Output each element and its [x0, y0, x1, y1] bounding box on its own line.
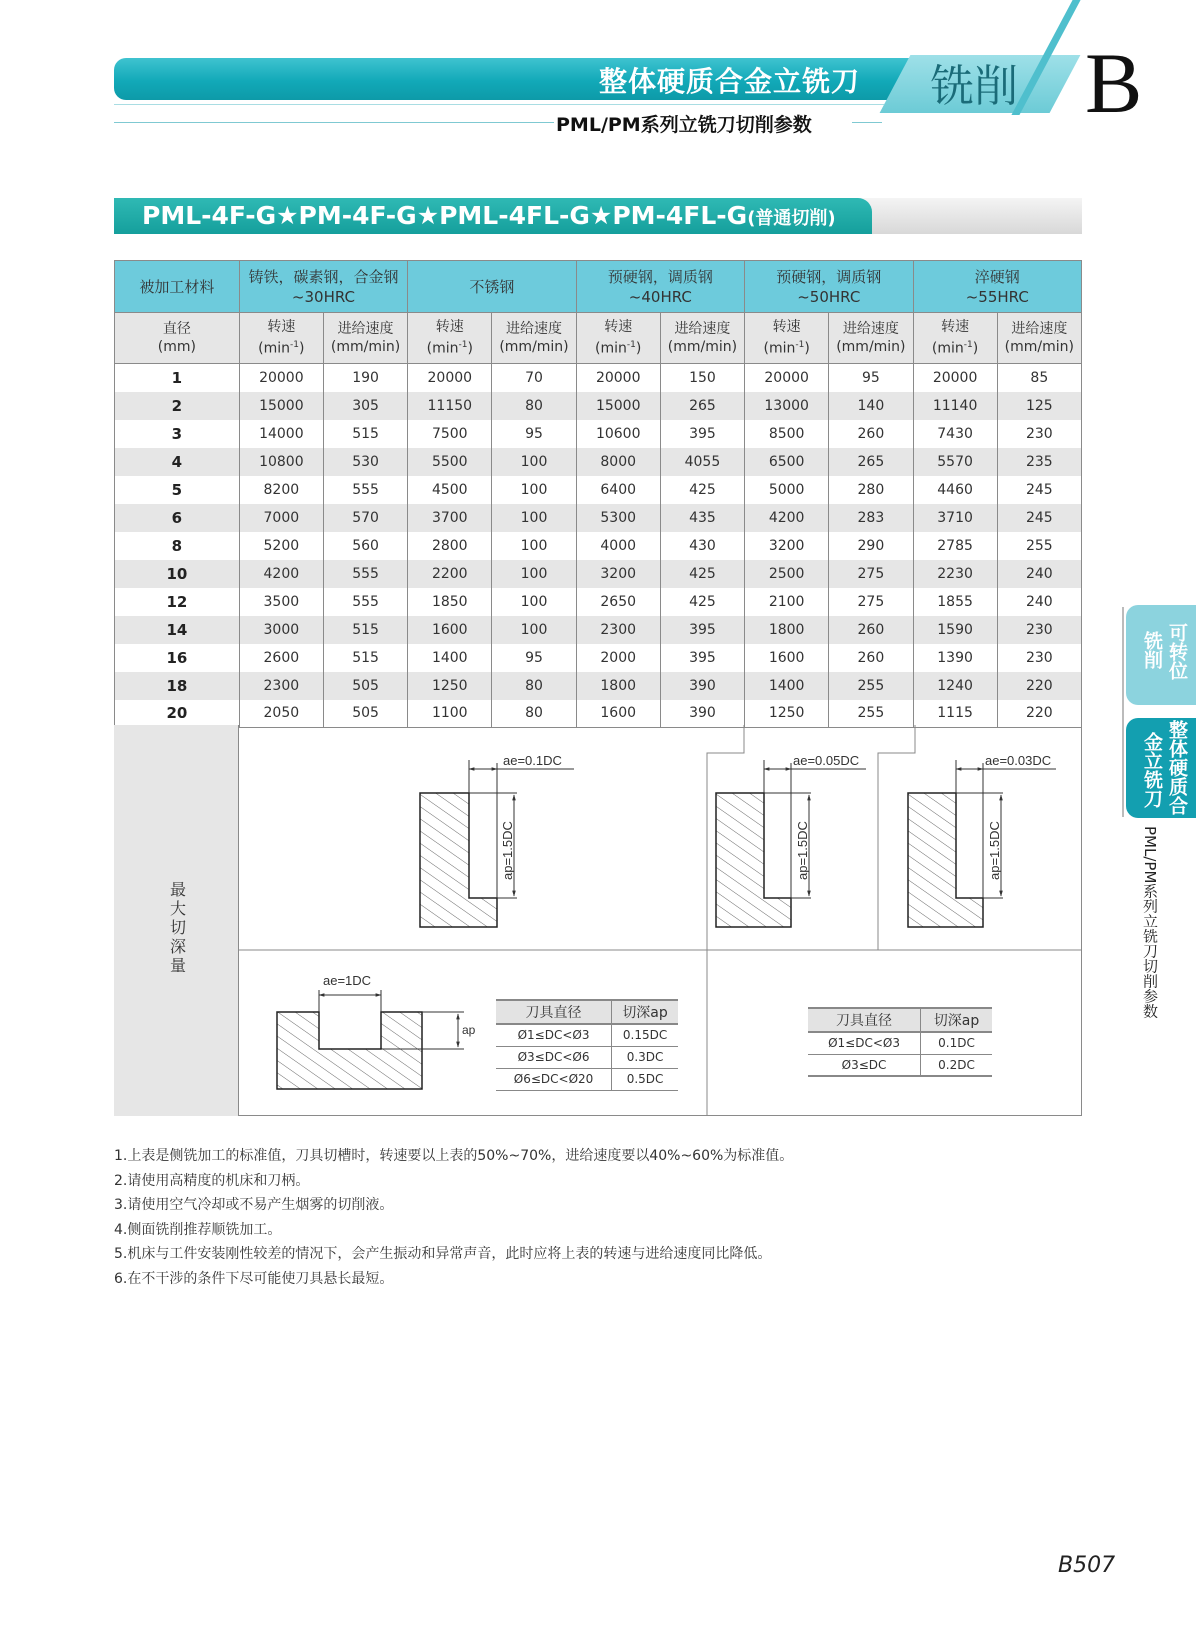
speed-cell: 3500 [239, 588, 323, 616]
material-col: 铸铁，碳素钢，合金钢 ~30HRC [239, 261, 407, 313]
side-tab-solid-carbide-endmill[interactable]: 整体硬质合 金立铣刀 [1126, 718, 1196, 818]
feed-header: 进给速度 (mm/min) [492, 313, 576, 364]
speed-cell: 1590 [913, 616, 997, 644]
notes-list [114, 1144, 793, 1291]
feed-cell: 425 [660, 588, 744, 616]
feed-cell: 80 [492, 700, 576, 728]
speed-cell: 15000 [576, 392, 660, 420]
feed-cell: 515 [323, 616, 407, 644]
feed-cell: 505 [323, 700, 407, 728]
page-number: B507 [1058, 1553, 1116, 1578]
material-col: 预硬钢，调质钢 ~40HRC [576, 261, 744, 313]
speed-cell: 1390 [913, 644, 997, 672]
diameter-cell: 8 [115, 532, 240, 560]
page-title: 整体硬质合金立铣刀 [598, 65, 860, 98]
feed-cell: 230 [997, 420, 1081, 448]
speed-cell: 11140 [913, 392, 997, 420]
feed-cell: 220 [997, 700, 1081, 728]
svg-text:ae=0.03DC: ae=0.03DC [985, 753, 1052, 768]
feed-cell: 395 [660, 616, 744, 644]
diameter-cell: 18 [115, 672, 240, 700]
feed-cell: 240 [997, 560, 1081, 588]
speed-header: 转速 $(\min^{-1})$ [576, 313, 660, 364]
side-tab-indexable-milling[interactable]: 可转位 铣削 [1126, 605, 1196, 705]
feed-cell: 395 [660, 644, 744, 672]
feed-cell: 515 [323, 420, 407, 448]
speed-cell: 8000 [576, 448, 660, 476]
cutting-mode: (普通切削) [747, 208, 836, 229]
speed-cell: 1400 [408, 644, 492, 672]
feed-cell: 555 [323, 560, 407, 588]
speed-cell: 4200 [745, 504, 829, 532]
feed-cell: 100 [492, 616, 576, 644]
feed-cell: 230 [997, 644, 1081, 672]
side-milling-diagram-3 [908, 753, 1056, 927]
feed-cell: 220 [997, 672, 1081, 700]
speed-cell: 7430 [913, 420, 997, 448]
diameter-cell: 1 [115, 364, 240, 392]
speed-cell: 3700 [408, 504, 492, 532]
note-item: 6.在不干涉的条件下尽可能使刀具悬长最短。 [114, 1270, 394, 1287]
svg-text:ae=0.1DC: ae=0.1DC [503, 753, 562, 768]
feed-cell: 255 [829, 700, 913, 728]
note-item: 1.上表是侧铣加工的标准值，刀具切槽时，转速要以上表的50%~70%，进给速度要以40%~60%为标准值。 [114, 1148, 794, 1164]
feed-header: 进给速度 (mm/min) [829, 313, 913, 364]
speed-cell: 8200 [239, 476, 323, 504]
svg-text:ap=1.5DC: ap=1.5DC [795, 821, 810, 880]
speed-cell: 6500 [745, 448, 829, 476]
feed-cell: 395 [660, 420, 744, 448]
note-item: 5.机床与工件安装刚性较差的情况下，会产生振动和异常声音，此时应将上表的转速与进给速度同比降低。 [114, 1246, 772, 1262]
speed-cell: 2800 [408, 532, 492, 560]
speed-cell: 2200 [408, 560, 492, 588]
feed-cell: 290 [829, 532, 913, 560]
feed-cell: 390 [660, 672, 744, 700]
chapter-letter: B [1085, 35, 1143, 131]
feed-cell: 100 [492, 532, 576, 560]
feed-cell: 95 [829, 364, 913, 392]
svg-text:ae=1DC: ae=1DC [323, 973, 372, 988]
speed-cell: 4000 [576, 532, 660, 560]
feed-cell: 190 [323, 364, 407, 392]
speed-cell: 5200 [239, 532, 323, 560]
feed-cell: 260 [829, 420, 913, 448]
feed-header: 进给速度 (mm/min) [323, 313, 407, 364]
feed-cell: 283 [829, 504, 913, 532]
speed-cell: 4200 [239, 560, 323, 588]
speed-cell: 1800 [576, 672, 660, 700]
speed-cell: 3000 [239, 616, 323, 644]
feed-cell: 240 [997, 588, 1081, 616]
feed-cell: 265 [660, 392, 744, 420]
speed-cell: 6400 [576, 476, 660, 504]
speed-cell: 2500 [745, 560, 829, 588]
diameter-cell: 2 [115, 392, 240, 420]
material-header: 被加工材料 [115, 261, 240, 313]
note-item: 2.请使用高精度的机床和刀柄。 [114, 1172, 310, 1189]
page-subtitle: PML/PM系列立铣刀切削参数 [556, 114, 812, 136]
speed-cell: 2100 [745, 588, 829, 616]
feed-cell: 4055 [660, 448, 744, 476]
feed-cell: 85 [997, 364, 1081, 392]
speed-cell: 4460 [913, 476, 997, 504]
speed-cell: 1240 [913, 672, 997, 700]
side-caption: PML/PM系列立铣刀切削参数 [1141, 826, 1159, 1019]
slot-depth-table-right: 刀具直径 切深ap Ø1≤DC<Ø3 0.1DC Ø3≤DC 0.2DC [808, 1007, 992, 1077]
feed-cell: 100 [492, 476, 576, 504]
slot-depth-table-left: 刀具直径 切深ap Ø1≤DC<Ø3 0.15DC Ø3≤DC<Ø6 0.3DC Ø6≤DC<Ø20 0.5DC [496, 999, 678, 1091]
svg-text:ap=1.5DC: ap=1.5DC [987, 821, 1002, 880]
feed-cell: 280 [829, 476, 913, 504]
diameter-cell: 4 [115, 448, 240, 476]
speed-cell: 5500 [408, 448, 492, 476]
speed-cell: 1250 [745, 700, 829, 728]
feed-cell: 100 [492, 588, 576, 616]
feed-cell: 425 [660, 560, 744, 588]
feed-cell: 260 [829, 616, 913, 644]
speed-cell: 14000 [239, 420, 323, 448]
feed-header: 进给速度 (mm/min) [997, 313, 1081, 364]
feed-cell: 140 [829, 392, 913, 420]
speed-cell: 7500 [408, 420, 492, 448]
feed-cell: 235 [997, 448, 1081, 476]
feed-cell: 560 [323, 532, 407, 560]
speed-cell: 20000 [239, 364, 323, 392]
feed-cell: 100 [492, 504, 576, 532]
speed-cell: 1600 [745, 644, 829, 672]
feed-cell: 390 [660, 700, 744, 728]
side-tab-rail [1122, 607, 1124, 817]
speed-cell: 20000 [913, 364, 997, 392]
feed-cell: 70 [492, 364, 576, 392]
feed-cell: 80 [492, 672, 576, 700]
svg-text:ae=0.05DC: ae=0.05DC [793, 753, 860, 768]
speed-cell: 4500 [408, 476, 492, 504]
speed-cell: 2650 [576, 588, 660, 616]
speed-cell: 2000 [576, 644, 660, 672]
material-col: 不锈钢 [408, 261, 576, 313]
speed-cell: 1100 [408, 700, 492, 728]
speed-cell: 3200 [576, 560, 660, 588]
note-item: 4.侧面铣削推荐顺铣加工。 [114, 1221, 282, 1238]
feed-cell: 555 [323, 476, 407, 504]
speed-cell: 15000 [239, 392, 323, 420]
diameter-cell: 3 [115, 420, 240, 448]
speed-cell: 20000 [408, 364, 492, 392]
speed-cell: 1400 [745, 672, 829, 700]
speed-cell: 1800 [745, 616, 829, 644]
speed-header: 转速 $(\min^{-1})$ [913, 313, 997, 364]
speed-cell: 20000 [745, 364, 829, 392]
feed-cell: 530 [323, 448, 407, 476]
feed-cell: 150 [660, 364, 744, 392]
speed-cell: 3710 [913, 504, 997, 532]
feed-cell: 95 [492, 644, 576, 672]
diameter-cell: 20 [115, 700, 240, 728]
feed-cell: 245 [997, 504, 1081, 532]
speed-cell: 2300 [576, 616, 660, 644]
diameter-cell: 14 [115, 616, 240, 644]
diameter-cell: 16 [115, 644, 240, 672]
feed-cell: 515 [323, 644, 407, 672]
side-milling-diagram-2 [716, 753, 866, 927]
feed-cell: 100 [492, 560, 576, 588]
speed-cell: 1600 [576, 700, 660, 728]
section-label: 铣削 [930, 61, 1018, 112]
speed-cell: 2050 [239, 700, 323, 728]
speed-cell: 3200 [745, 532, 829, 560]
speed-cell: 1600 [408, 616, 492, 644]
speed-cell: 1855 [913, 588, 997, 616]
max-depth-label: 最大切深量 [169, 880, 186, 975]
diameter-header: 直径 (mm) [115, 313, 240, 364]
feed-cell: 435 [660, 504, 744, 532]
speed-cell: 5300 [576, 504, 660, 532]
speed-cell: 8500 [745, 420, 829, 448]
feed-cell: 80 [492, 392, 576, 420]
speed-header: 转速 $(\min^{-1})$ [239, 313, 323, 364]
feed-cell: 555 [323, 588, 407, 616]
feed-cell: 305 [323, 392, 407, 420]
feed-cell: 100 [492, 448, 576, 476]
feed-cell: 230 [997, 616, 1081, 644]
diameter-cell: 6 [115, 504, 240, 532]
speed-header: 转速 $(\min^{-1})$ [408, 313, 492, 364]
speed-cell: 5000 [745, 476, 829, 504]
feed-cell: 95 [492, 420, 576, 448]
feed-cell: 275 [829, 560, 913, 588]
speed-cell: 11150 [408, 392, 492, 420]
feed-cell: 245 [997, 476, 1081, 504]
speed-cell: 1850 [408, 588, 492, 616]
feed-cell: 255 [829, 672, 913, 700]
speed-cell: 20000 [576, 364, 660, 392]
speed-cell: 2230 [913, 560, 997, 588]
side-milling-diagram-1 [420, 753, 574, 927]
feed-cell: 265 [829, 448, 913, 476]
slot-milling-diagram [277, 973, 476, 1089]
svg-text:ap=1.5DC: ap=1.5DC [500, 821, 515, 880]
feed-cell: 255 [997, 532, 1081, 560]
speed-cell: 13000 [745, 392, 829, 420]
speed-cell: 2785 [913, 532, 997, 560]
speed-cell: 2300 [239, 672, 323, 700]
feed-cell: 125 [997, 392, 1081, 420]
feed-cell: 425 [660, 476, 744, 504]
feed-cell: 505 [323, 672, 407, 700]
material-col: 淬硬钢 ~55HRC [913, 261, 1082, 313]
material-col: 预硬钢，调质钢 ~50HRC [745, 261, 913, 313]
feed-header: 进给速度 (mm/min) [660, 313, 744, 364]
speed-cell: 5570 [913, 448, 997, 476]
speed-cell: 7000 [239, 504, 323, 532]
speed-cell: 10600 [576, 420, 660, 448]
note-item: 3.请使用空气冷却或不易产生烟雾的切削液。 [114, 1197, 394, 1213]
model-list: PML-4F-G★PM-4F-G★PML-4FL-G★PM-4FL-G [142, 201, 748, 230]
diameter-cell: 10 [115, 560, 240, 588]
feed-cell: 570 [323, 504, 407, 532]
speed-cell: 2600 [239, 644, 323, 672]
feed-cell: 260 [829, 644, 913, 672]
diameter-cell: 12 [115, 588, 240, 616]
speed-cell: 1115 [913, 700, 997, 728]
speed-cell: 1250 [408, 672, 492, 700]
feed-cell: 275 [829, 588, 913, 616]
svg-text:ap: ap [462, 1023, 476, 1037]
speed-header: 转速 $(\min^{-1})$ [745, 313, 829, 364]
diameter-cell: 5 [115, 476, 240, 504]
speed-cell: 10800 [239, 448, 323, 476]
feed-cell: 430 [660, 532, 744, 560]
